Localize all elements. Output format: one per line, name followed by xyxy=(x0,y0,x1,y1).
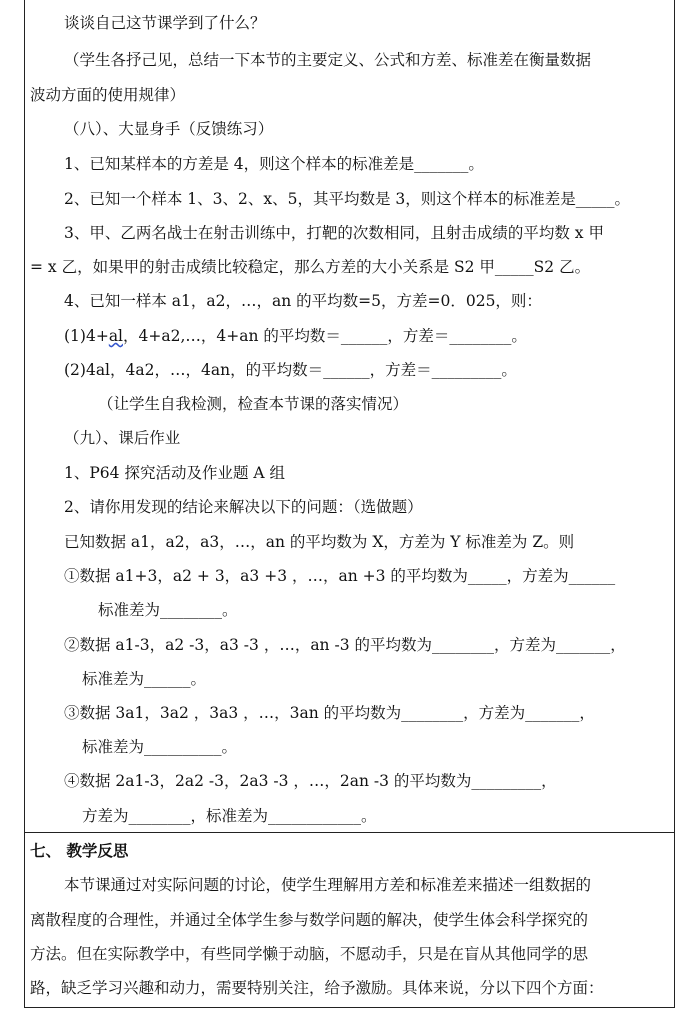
section-nine-heading: （九）、课后作业 xyxy=(64,429,181,447)
exercise-3-line2: = x 乙，如果甲的射击成绩比较稳定，那么方差的大小关系是 S2 甲_____S2 乙。 xyxy=(30,258,591,276)
question-3-line1: ③数据 3a1，3a2 ，3a3 ，…，3an 的平均数为________，方差为_______， xyxy=(64,704,595,722)
homework-1: 1、P64 探究活动及作业题 A 组 xyxy=(64,464,285,482)
section-eight-heading: （八）、大显身手（反馈练习） xyxy=(64,120,274,138)
reflection-paragraph-line3: 方法。但在实际教学中，有些同学懒于动脑，不愿动手，只是在盲从其他同学的思 xyxy=(30,945,589,963)
part1-wavy-term: al xyxy=(108,327,124,345)
reflection-heading: 七、 教学反思 xyxy=(30,841,129,860)
question-2-line2: 标准差为______。 xyxy=(82,670,207,688)
student-summary-line2: 波动方面的使用规律） xyxy=(30,86,186,104)
exercise-3-line1: 3、甲、乙两名战士在射击训练中，打靶的次数相同，且射击成绩的平均数 x 甲 xyxy=(64,224,604,242)
homework-2: 2、请你用发现的结论来解决以下的问题：（选做题） xyxy=(64,498,423,516)
question-2-line1: ②数据 a1-3，a2 -3，a3 -3 ，…，an -3 的平均数为________，方差为_______， xyxy=(64,636,626,654)
question-4-line2: 方差为________，标准差为____________。 xyxy=(82,807,377,825)
exercise-4-stem: 4、已知一样本 a1，a2，…，an 的平均数=5，方差=0．025，则： xyxy=(64,292,542,310)
summary-prompt: 谈谈自己这节课学到了什么？ xyxy=(64,14,266,32)
question-1-line1: ①数据 a1+3，a2 + 3，a3 +3 ，…，an +3 的平均数为_____，方差为______ xyxy=(64,567,616,585)
exercise-2: 2、已知一个样本 1、3、2、x、5，其平均数是 3，则这个样本的标准差是_____。 xyxy=(64,190,631,208)
given-data-statement: 已知数据 a1，a2，a3，…，an 的平均数为 X，方差为 Y 标准差为 Z。则 xyxy=(64,533,575,551)
reflection-paragraph-line2: 离散程度的合理性，并通过全体学生参与数学问题的解决，使学生体会科学探究的 xyxy=(30,911,589,929)
question-1-line2: 标准差为________。 xyxy=(98,601,238,619)
self-check-note: （让学生自我检测，检查本节课的落实情况） xyxy=(98,395,409,413)
reflection-paragraph-line1: 本节课通过对实际问题的讨论，使学生理解用方差和标准差来描述一组数据的 xyxy=(64,876,592,894)
student-summary-line1: （学生各抒己见，总结一下本节的主要定义、公式和方差、标准差在衡量数据 xyxy=(64,51,592,69)
exercise-4-part2: (2)4al，4a2，…，4an，的平均数＝______，方差＝_________。 xyxy=(64,361,517,379)
section-divider xyxy=(24,832,674,833)
question-4-line1: ④数据 2a1-3，2a2 -3，2a3 -3 ，…，2an -3 的平均数为_________， xyxy=(64,772,557,790)
part1-rest: ，4+a2,…，4+an 的平均数＝______，方差＝________。 xyxy=(123,327,527,345)
question-3-line2: 标准差为__________。 xyxy=(82,738,238,756)
exercise-4-part1 xyxy=(64,325,527,347)
reflection-paragraph-line4: 路，缺乏学习兴趣和动力，需要特别关注，给予激励。具体来说，分以下四个方面： xyxy=(30,979,604,997)
part1-prefix: (1)4+ xyxy=(64,327,109,345)
exercise-1: 1、已知某样本的方差是 4，则这个样本的标准差是_______。 xyxy=(64,155,484,173)
